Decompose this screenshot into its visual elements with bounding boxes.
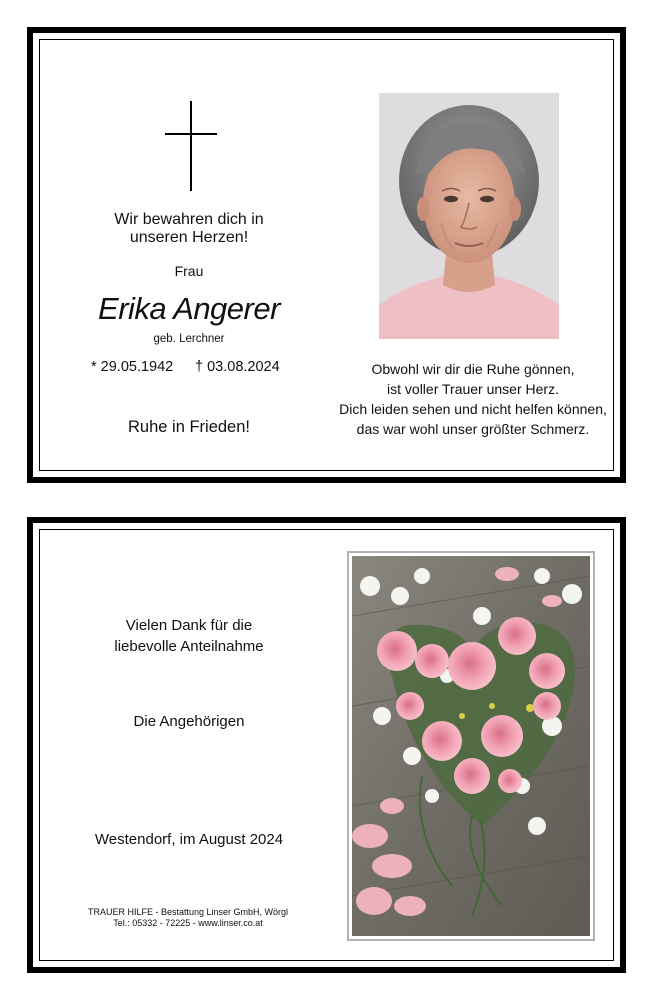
verse	[73, 211, 305, 247]
portrait-illustration	[379, 93, 559, 339]
obituary-back-card	[27, 517, 626, 973]
thanks-message	[73, 615, 305, 657]
deceased-name: Erika Angerer	[98, 291, 280, 326]
salutation: Frau	[174, 263, 204, 279]
obituary-front-card	[27, 27, 626, 483]
verse-line: Wir bewahren dich in	[114, 211, 264, 228]
funeral-home-contact: Tel.: 05332 - 72225 - www.linser.co.at	[113, 918, 263, 928]
rest-in-peace: Ruhe in Frieden!	[128, 418, 250, 436]
poem-line: das war wohl unser größter Schmerz.	[356, 421, 590, 437]
funeral-home-name: TRAUER HILFE - Bestattung Linser GmbH, Wörgl	[87, 907, 289, 917]
flower-heart-illustration	[352, 556, 590, 936]
poem-line: Obwohl wir dir die Ruhe gönnen,	[371, 361, 575, 377]
poem-line: ist voller Trauer unser Herz.	[387, 381, 559, 397]
cross-icon	[165, 101, 217, 191]
death-date: † 03.08.2024	[195, 359, 280, 375]
family-signature: Die Angehörigen	[133, 713, 245, 730]
thanks-line: liebevolle Anteilnahme	[114, 638, 264, 655]
place-and-date: Westendorf, im August 2024	[94, 831, 284, 848]
flower-heart-photo	[347, 551, 595, 941]
poem-line: Dich leiden sehen und nicht helfen können,	[339, 401, 607, 417]
birth-date: * 29.05.1942	[91, 359, 174, 375]
verse-line: unseren Herzen!	[129, 229, 249, 246]
thanks-line: Vielen Dank für die	[125, 617, 253, 634]
maiden-name: geb. Lerchner	[153, 333, 225, 345]
portrait-photo	[379, 93, 559, 339]
poem	[333, 359, 613, 439]
